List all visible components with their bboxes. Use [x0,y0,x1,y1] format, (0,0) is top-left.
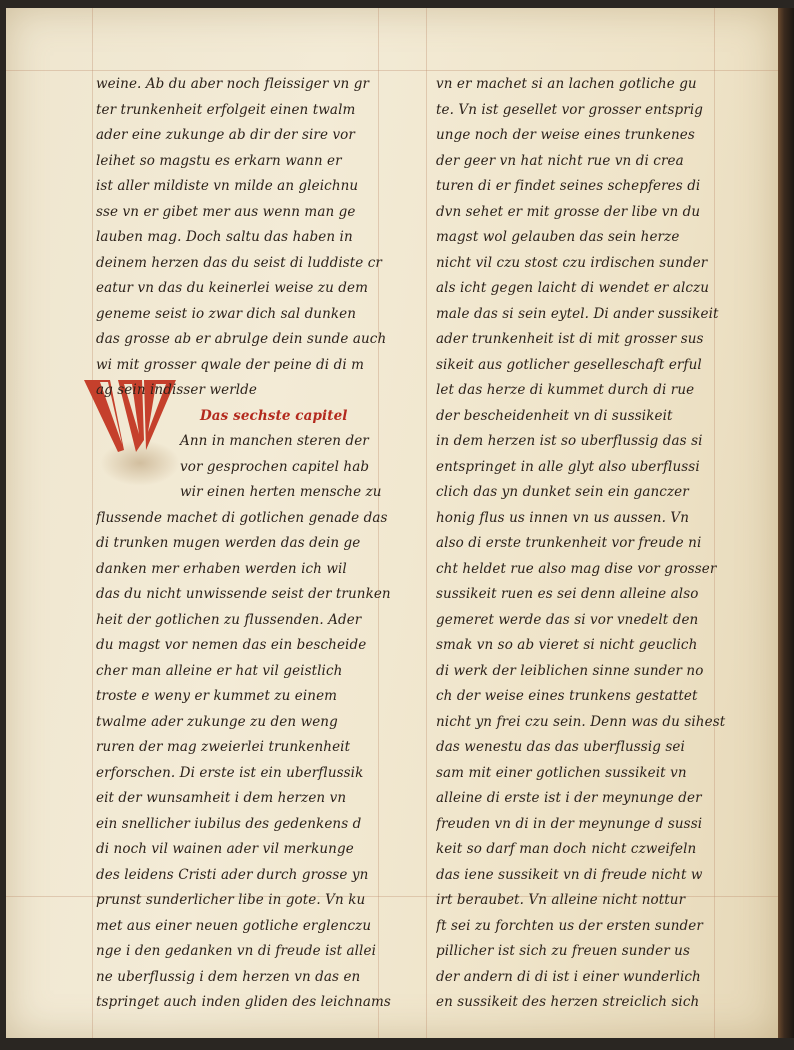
text-line: vn er machet si an lachen gotliche gu [436,76,697,92]
text-line: en sussikeit des herzen streiclich sich [436,994,700,1010]
text-line: der geer vn hat nicht rue vn di crea [436,152,684,169]
text-line: vor gesprochen capitel hab [180,458,370,475]
text-line: sam mit einer gotlichen sussikeit vn [436,764,687,781]
text-line: tspringet auch inden gliden des leichnams [96,994,391,1010]
text-line: te. Vn ist gesellet vor grosser entsprig [436,101,703,118]
text-line: met aus einer neuen gotliche erglenczu [96,917,372,934]
text-line: keit so darf man doch nicht czweifeln [436,841,697,857]
text-line: ruren der mag zweierlei trunkenheit [96,739,351,755]
text-line: twalme ader zukunge zu den weng [96,713,338,730]
text-line: turen di er findet seines schepferes di [436,178,701,194]
text-line: di noch vil wainen ader vil merkunge [96,841,354,857]
ruling-line [426,8,427,1038]
text-line: di werk der leiblichen sinne sunder no [436,662,704,679]
text-line: lauben mag. Doch saltu das haben in [96,229,353,245]
text-line: erforschen. Di erste ist ein uberflussik [96,764,364,781]
text-line: ft sei zu forchten us der ersten sunder [436,917,703,934]
text-line: du magst vor nemen das ein bescheide [96,637,367,653]
text-line: smak vn so ab vieret si nicht geuclich [436,637,698,653]
text-line: das iene sussikeit vn di freude nicht w [436,866,703,883]
text-line: also di erste trunkenheit vor freude ni [436,535,702,551]
text-line: unge noch der weise eines trunkenes [436,127,695,143]
text-line: weine. Ab du aber noch fleissiger vn gr [96,76,370,92]
text-line: leihet so magstu es erkarn wann er [96,152,342,169]
text-line: magst wol gelauben das sein herze [436,229,680,245]
text-line: das grosse ab er abrulge dein sunde auch [96,331,387,347]
text-line: nge i den gedanken vn di freude ist allei [96,943,376,959]
text-line: eatur vn das du keinerlei weise zu dem [96,280,368,296]
text-line: der andern di di ist i einer wunderlich [436,968,701,985]
text-line: honig flus us innen vn us aussen. Vn [436,509,690,526]
text-line: eit der wunsamheit i dem herzen vn [96,790,347,806]
text-line: der bescheidenheit vn di sussikeit [436,407,673,424]
text-line: ader trunkenheit ist di mit grosser sus [436,331,704,347]
text-line: entspringet in alle glyt also uberflussi [436,458,700,475]
text-column-right [436,72,736,1016]
text-line: ter trunkenheit erfolgeit einen twalm [96,101,356,118]
text-line: heit der gotlichen zu flussenden. Ader [96,611,362,628]
text-line: freuden vn di in der meynunge d sussi [436,815,703,832]
text-line: sikeit aus gotlicher geselleschaft erful [436,356,702,373]
chapter-heading: Das sechste capitel [200,407,348,424]
text-line: prunst sunderlicher libe in gote. Vn ku [96,892,366,908]
text-line: pillicher ist sich zu freuen sunder us [436,943,690,959]
text-line: geneme seist io zwar dich sal dunken [96,305,357,322]
text-line: clich das yn dunket sein ein ganczer [436,484,689,500]
text-line: cht heldet rue also mag dise vor grosser [436,560,717,577]
text-line: des leidens Cristi ader durch grosse yn [96,866,369,883]
text-line: let das herze di kummet durch di rue [436,382,695,398]
text-line: di trunken mugen werden das dein ge [96,535,361,551]
text-line: gemeret werde das si vor vnedelt den [436,611,699,628]
text-line: ch der weise eines trunkens gestattet [436,688,698,704]
text-line: cher man alleine er hat vil geistlich [96,662,343,679]
text-line: wi mit grosser qwale der peine di di m [96,356,365,373]
text-line: ne uberflussig i dem herzen vn das en [96,968,361,985]
text-line: irt beraubet. Vn alleine nicht nottur [436,892,686,908]
text-line: alleine di erste ist i der meynunge der [436,790,702,806]
text-line: ein snellicher iubilus des gedenkens d [96,815,362,832]
page-edge [778,8,794,1038]
ruling-line [6,70,778,71]
text-line: nicht vil czu stost czu irdischen sunder [436,254,708,271]
text-line: in dem herzen ist so uberflussig das si [436,433,703,449]
text-line: das wenestu das das uberflussig sei [436,739,685,755]
text-line: Ann in manchen steren der [180,433,369,449]
text-column-left [96,72,396,1016]
text-line: das du nicht unwissende seist der trunken [96,586,391,602]
text-line: flussende machet di gotlichen genade das [96,509,388,526]
text-line: ag sein indisser werlde [96,382,258,398]
text-line: male das si sein eytel. Di ander sussikeit [436,305,719,322]
text-line: nicht yn frei czu sein. Denn was du sihest [436,713,726,730]
text-line: sse vn er gibet mer aus wenn man ge [96,203,356,220]
text-line: als icht gegen laicht di wendet er alczu [436,280,710,296]
text-line: ader eine zukunge ab dir der sire vor [96,127,355,143]
text-line: danken mer erhaben werden ich wil [96,560,347,577]
text-line: wir einen herten mensche zu [180,484,382,500]
text-line: sussikeit ruen es sei denn alleine also [436,586,699,602]
text-line: deinem herzen das du seist di luddiste cr [96,254,382,271]
text-line: troste e weny er kummet zu einem [96,688,338,704]
ruling-line [92,8,93,1038]
text-line: ist aller mildiste vn milde an gleichnu [96,178,359,194]
text-line: dvn sehet er mit grosse der libe vn du [436,203,701,220]
